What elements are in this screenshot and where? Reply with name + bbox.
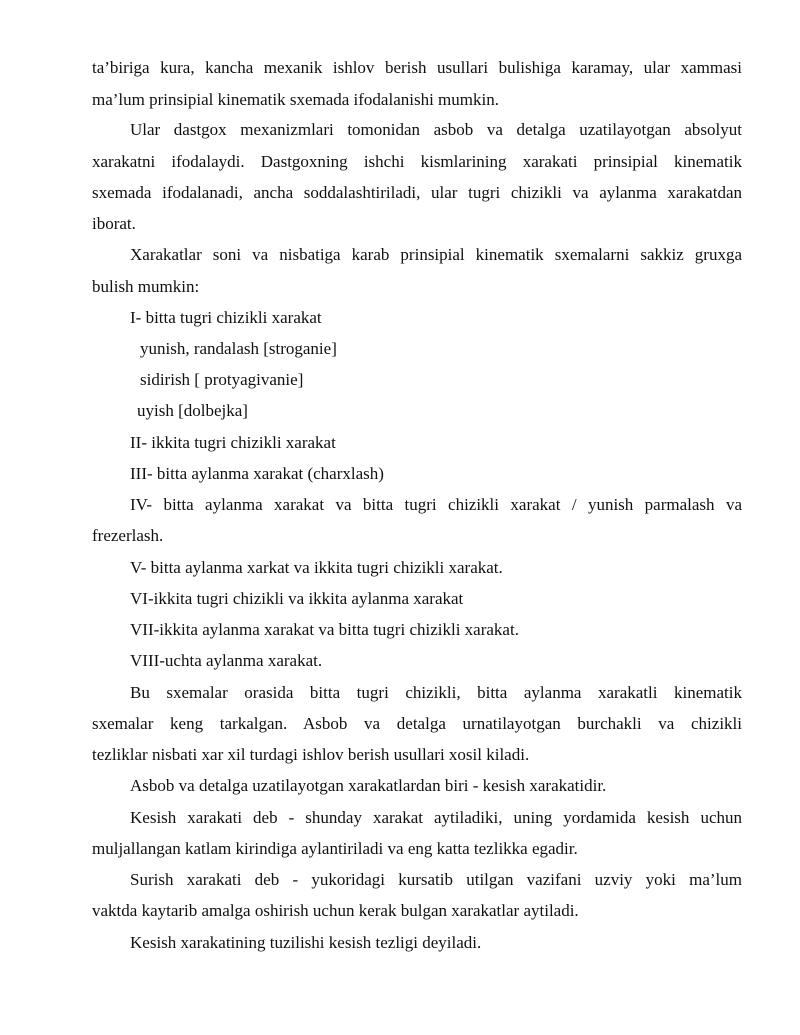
text-line: Asbob va detalga uzatilayotgan xarakatlardan biri - kesish xarakatidir. [130, 776, 607, 795]
text-line: frezerlash. [92, 526, 164, 545]
text-line: Surish xarakati deb - yukoridagi kursatib utilgan vazifani uzviy yoki ma’lum [130, 870, 742, 889]
list-item: I- bitta tugri chizikli xarakat [130, 308, 322, 327]
text-line: bulish mumkin: [92, 277, 200, 296]
text-line: Bu sxemalar orasida bitta tugri chizikli, bitta aylanma xarakatli kinematik [130, 683, 742, 702]
list-item: II- ikkita tugri chizikli xarakat [130, 433, 336, 452]
text-line: ta’biriga kura, kancha mexanik ishlov berish usullari bulishiga karamay, ular xammasi [92, 58, 742, 77]
text-line: Ular dastgox mexanizmlari tomonidan asbob va detalga uzatilayotgan absolyut [130, 120, 742, 139]
list-subitem: yunish, randalash [stroganie] [140, 339, 337, 358]
text-line: Kesish xarakatining tuzilishi kesish tezligi deyiladi. [130, 933, 482, 952]
list-item: VII-ikkita aylanma xarakat va bitta tugri chizikli xarakat. [130, 620, 519, 639]
text-line: iborat. [92, 214, 136, 233]
list-item: III- bitta aylanma xarakat (charxlash) [130, 464, 384, 483]
text-line: xarakatni ifodalaydi. Dastgoxning ishchi kismlarining xarakati prinsipial kinematik [92, 152, 742, 171]
text-line: muljallangan katlam kirindiga aylantiriladi va eng katta tezlikka egadir. [92, 839, 578, 858]
list-item: VIII-uchta aylanma xarakat. [130, 651, 323, 670]
list-item: V- bitta aylanma xarkat va ikkita tugri chizikli xarakat. [130, 558, 503, 577]
text-line: sxemada ifodalanadi, ancha soddalashtiriladi, ular tugri chizikli va aylanma xarakatdan [92, 183, 742, 202]
list-subitem: uyish [dolbejka] [137, 401, 248, 420]
text-line: tezliklar nisbati xar xil turdagi ishlov berish usullari xosil kiladi. [92, 745, 530, 764]
document-page [92, 0, 742, 1035]
list-item: IV- bitta aylanma xarakat va bitta tugri chizikli xarakat / yunish parmalash va [130, 495, 742, 514]
text-line: Xarakatlar soni va nisbatiga karab prinsipial kinematik sxemalarni sakkiz gruxga [130, 245, 742, 264]
list-item: VI-ikkita tugri chizikli va ikkita aylanma xarakat [130, 589, 464, 608]
text-line: sxemalar keng tarkalgan. Asbob va detalga urnatilayotgan burchakli va chizikli [92, 714, 742, 733]
text-line: vaktda kaytarib amalga oshirish uchun kerak bulgan xarakatlar aytiladi. [92, 901, 579, 920]
text-line: ma’lum prinsipial kinematik sxemada ifodalanishi mumkin. [92, 90, 499, 109]
text-line: Kesish xarakati deb - shunday xarakat aytiladiki, uning yordamida kesish uchun [130, 808, 742, 827]
list-subitem: sidirish [ protyagivanie] [140, 370, 304, 389]
